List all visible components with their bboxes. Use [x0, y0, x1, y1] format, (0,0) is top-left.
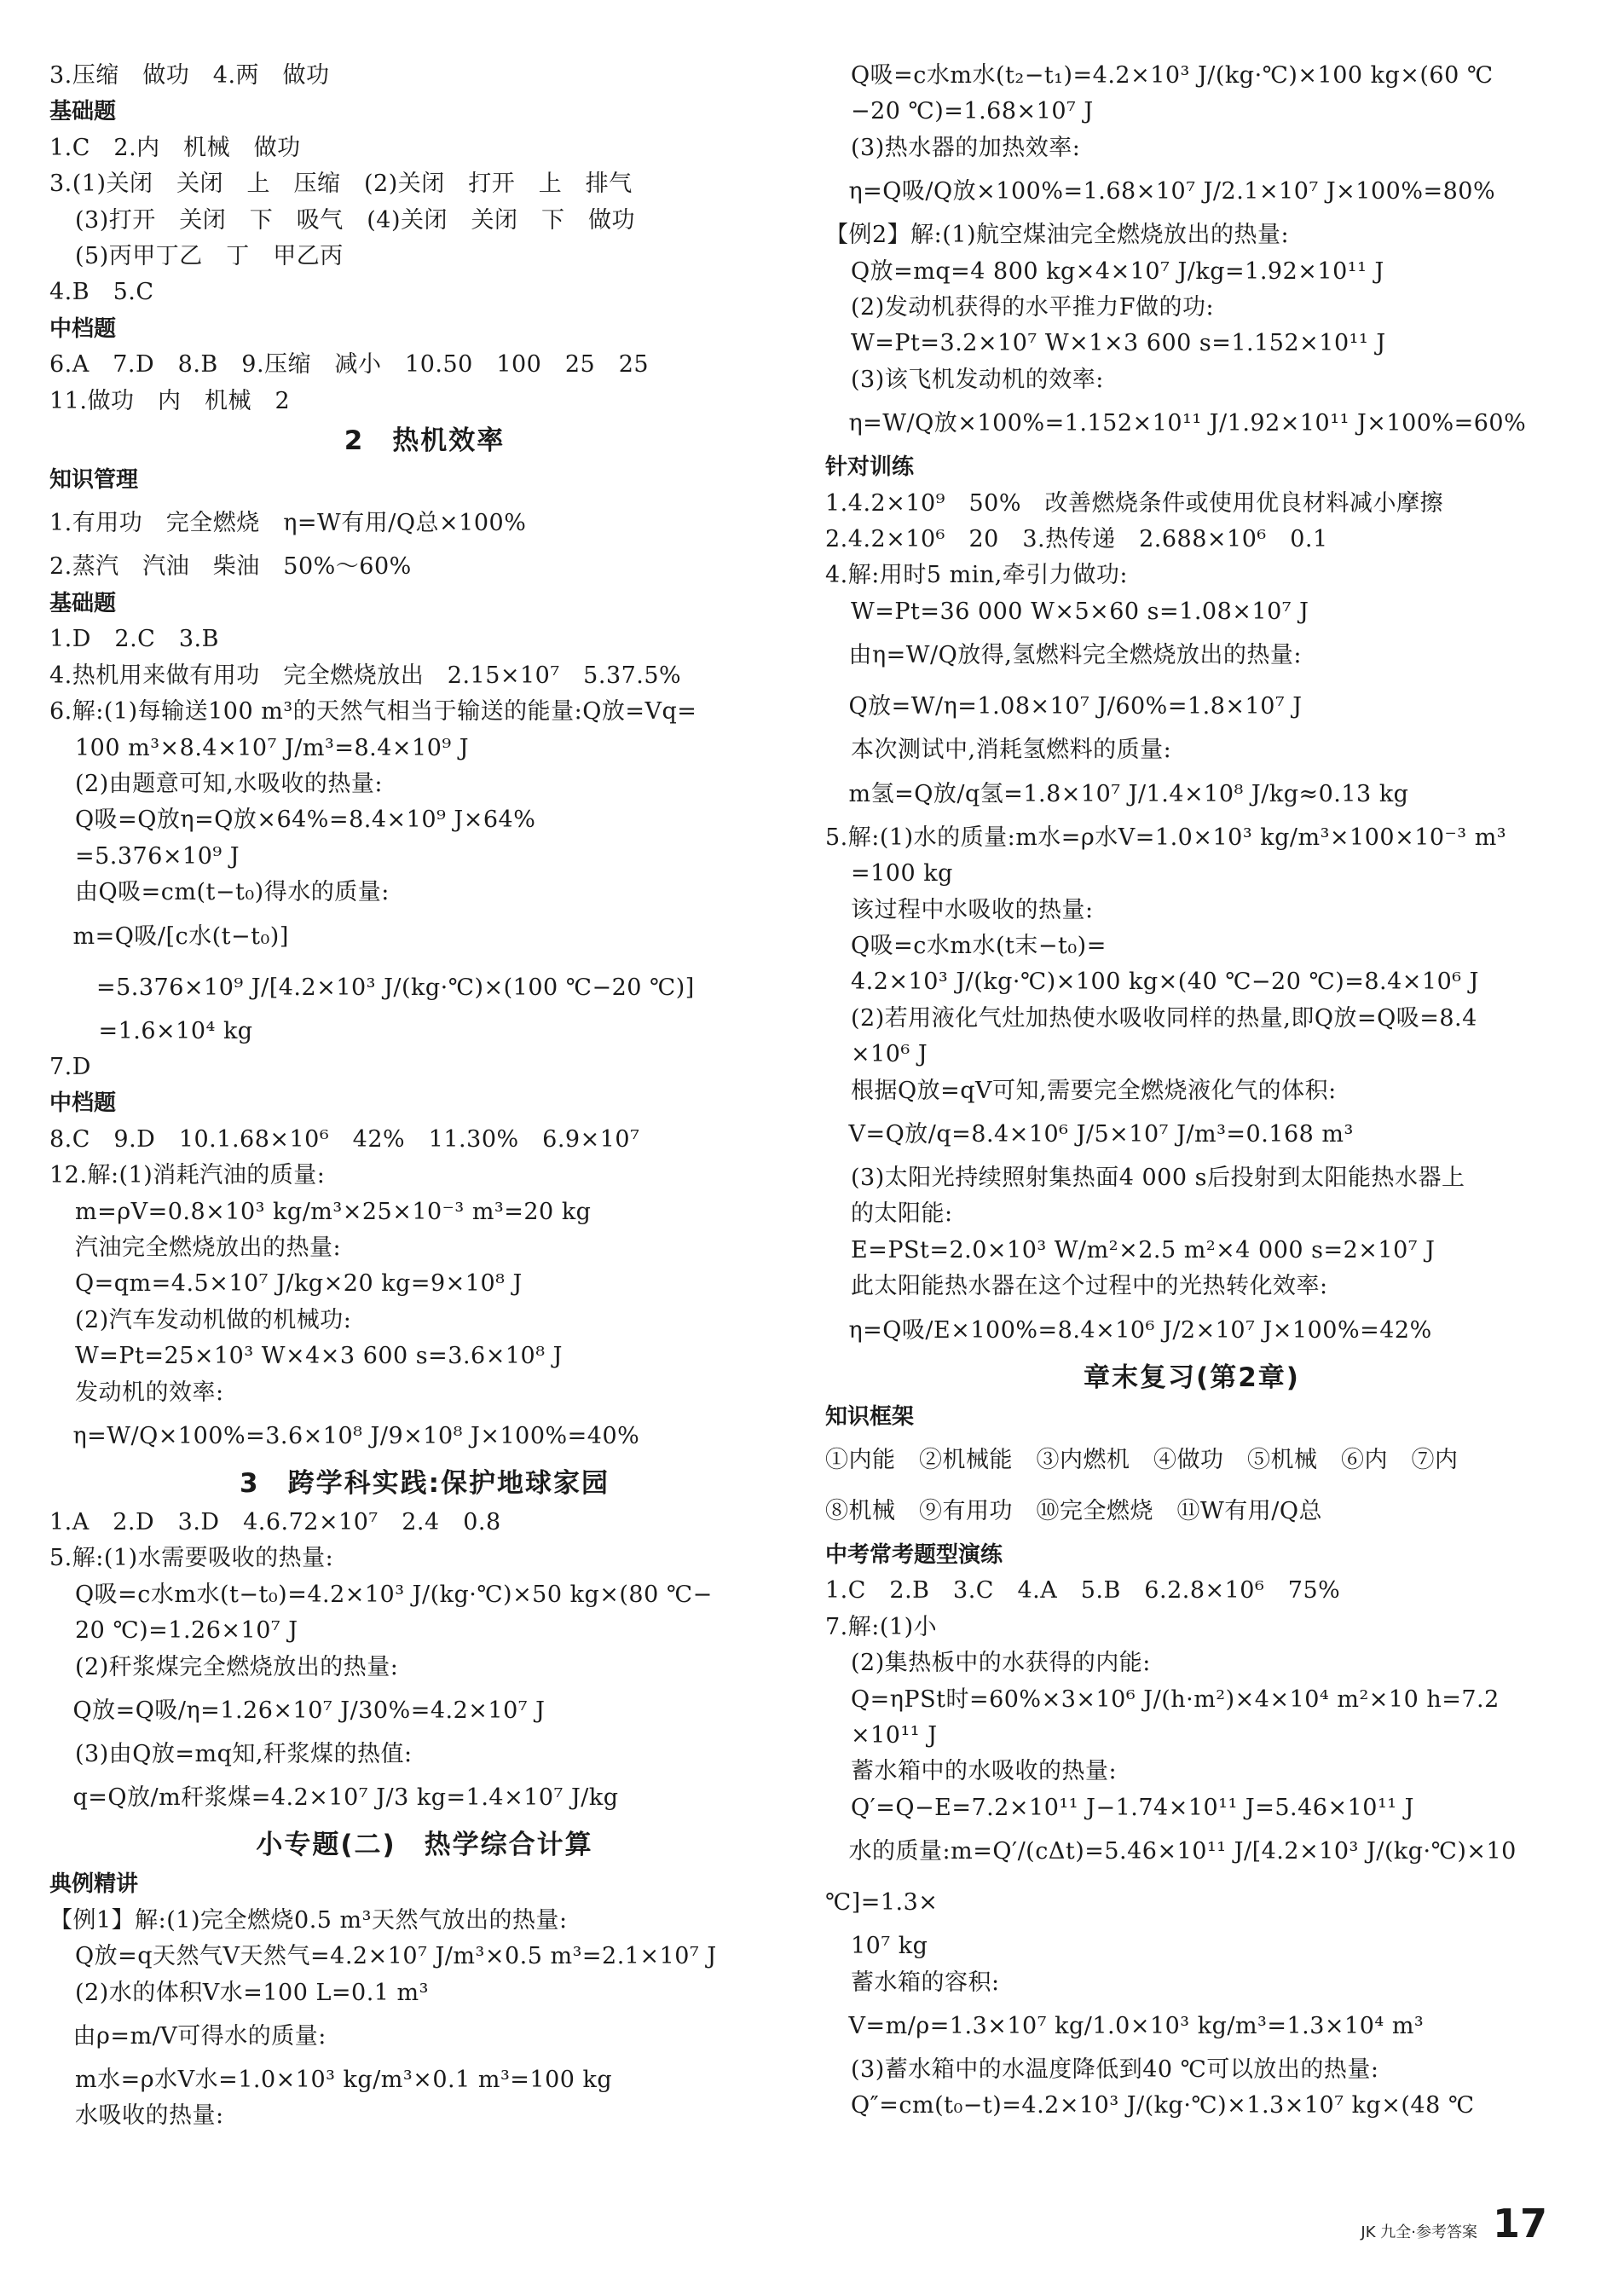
- section-subheading: 中考常考题型演练: [825, 1541, 1003, 1568]
- solution-line: (2)集热板中的水获得的内能:: [851, 1650, 1151, 1677]
- formula-line: 由η=W/Q放得,氢燃料完全燃烧放出的热量:: [825, 642, 1302, 669]
- solution-line: 的太阳能:: [851, 1200, 953, 1228]
- section-subheading: 针对训练: [825, 454, 915, 481]
- section-subheading: 基础题: [49, 590, 117, 616]
- solution-line: 由Q吸=cm(t−t₀)得水的质量:: [75, 879, 390, 906]
- solution-line: 100 m³×8.4×10⁷ J/m³=8.4×10⁹ J: [75, 734, 470, 761]
- formula-line: Q放=Q吸/η=1.26×10⁷ J/30%=4.2×10⁷ J: [49, 1697, 546, 1725]
- solution-line: 20 ℃)=1.26×10⁷ J: [75, 1617, 298, 1645]
- section-subheading: 典例精讲: [49, 1871, 139, 1898]
- answer-line: 6.解:(1)每输送100 m³的天然气相当于输送的能量:Q放=Vq=: [49, 698, 697, 726]
- formula-line: m=Q吸/[c水(t−t₀)]: [49, 922, 289, 950]
- solution-line: W=Pt=25×10³ W×4×3 600 s=3.6×10⁸ J: [75, 1343, 563, 1370]
- solution-line: 水吸收的热量:: [75, 2102, 224, 2130]
- solution-line: W=Pt=3.2×10⁷ W×1×3 600 s=1.152×10¹¹ J: [851, 330, 1386, 357]
- answer-line: 5.解:(1)水的质量:m水=ρ水V=1.0×10³ kg/m³×100×10⁻³ m³: [825, 824, 1507, 851]
- solution-line: 10⁷ kg: [851, 1933, 928, 1960]
- answer-line: 8.C 9.D 10.1.68×10⁶ 42% 11.30% 6.9×10⁷: [49, 1125, 640, 1153]
- solution-line: 根据Q放=qV可知,需要完全燃烧液化气的体积:: [851, 1077, 1337, 1104]
- page-number: 17: [1492, 2200, 1547, 2246]
- left-column: [49, 58, 800, 2135]
- solution-line: Q放=mq=4 800 kg×4×10⁷ J/kg=1.92×10¹¹ J: [851, 257, 1384, 285]
- section-title: 2 热机效率: [344, 425, 506, 457]
- solution-line: 蓄水箱中的水吸收的热量:: [851, 1758, 1118, 1785]
- formula-line: η=Q吸/E×100%=8.4×10⁶ J/2×10⁷ J×100%=42%: [825, 1316, 1432, 1344]
- answer-line: 4.B 5.C: [49, 279, 154, 306]
- answer-line: 【例1】解:(1)完全燃烧0.5 m³天然气放出的热量:: [49, 1906, 568, 1934]
- formula-line: η=Q吸/Q放×100%=1.68×10⁷ J/2.1×10⁷ J×100%=80%: [825, 178, 1496, 205]
- answer-line: 2.4.2×10⁶ 20 3.热传递 2.688×10⁶ 0.1: [825, 526, 1328, 553]
- answer-line: 4.解:用时5 min,牵引力做功:: [825, 562, 1128, 589]
- answer-line: 12.解:(1)消耗汽油的质量:: [49, 1162, 326, 1189]
- answer-line: 7.D: [49, 1053, 91, 1080]
- solution-line: (3)蓄水箱中的水温度降低到40 ℃可以放出的热量:: [851, 2056, 1379, 2084]
- solution-line: −20 ℃)=1.68×10⁷ J: [851, 98, 1094, 125]
- solution-line: (5)丙甲丁乙 丁 甲乙丙: [75, 243, 344, 270]
- right-column: [825, 58, 1558, 2125]
- solution-line: Q吸=c水m水(t₂−t₁)=4.2×10³ J/(kg·℃)×100 kg×(60 ℃: [851, 62, 1494, 89]
- solution-line: (3)该飞机发动机的效率:: [851, 366, 1104, 393]
- answer-line: 4.热机用来做有用功 完全燃烧放出 2.15×10⁷ 5.37.5%: [49, 662, 682, 689]
- solution-line: Q=qm=4.5×10⁷ J/kg×20 kg=9×10⁸ J: [75, 1270, 523, 1298]
- solution-line: Q放=q天然气V天然气=4.2×10⁷ J/m³×0.5 m³=2.1×10⁷ J: [75, 1943, 717, 1970]
- section-subheading: 中档题: [49, 315, 117, 342]
- solution-line: Q吸=c水m水(t−t₀)=4.2×10³ J/(kg·℃)×50 kg×(80 ℃−: [75, 1581, 713, 1608]
- solution-line: ×10¹¹ J: [851, 1722, 938, 1749]
- solution-line: (3)太阳光持续照射集热面4 000 s后投射到太阳能热水器上: [851, 1164, 1465, 1191]
- formula-line: Q放=W/η=1.08×10⁷ J/60%=1.8×10⁷ J: [825, 693, 1303, 720]
- answer-line: 【例2】解:(1)航空煤油完全燃烧放出的热量:: [825, 222, 1290, 249]
- solution-line: 此太阳能热水器在这个过程中的光热转化效率:: [851, 1273, 1328, 1300]
- section-title: 3 跨学科实践:保护地球家园: [240, 1468, 610, 1499]
- solution-line: 发动机的效率:: [75, 1379, 224, 1406]
- solution-line: Q′=Q−E=7.2×10¹¹ J−1.74×10¹¹ J=5.46×10¹¹ J: [851, 1794, 1414, 1821]
- answer-line: 1.4.2×10⁹ 50% 改善燃烧条件或使用优良材料减小摩擦: [825, 489, 1444, 517]
- solution-line: (3)由Q放=mq知,秆浆煤的热值:: [75, 1741, 413, 1768]
- solution-line: Q=ηPSt时=60%×3×10⁶ J/(h·m²)×4×10⁴ m²×10 h=7.2: [851, 1686, 1500, 1713]
- solution-line: (3)热水器的加热效率:: [851, 134, 1081, 161]
- solution-line: E=PSt=2.0×10³ W/m²×2.5 m²×4 000 s=2×10⁷ J: [851, 1236, 1436, 1263]
- answer-line: 1.C 2.内 机械 做功: [49, 134, 301, 161]
- solution-line: 蓄水箱的容积:: [851, 1969, 1000, 1996]
- solution-line: (2)若用液化气灶加热使水吸收同样的热量,即Q放=Q吸=8.4: [851, 1004, 1477, 1032]
- solution-line: 该过程中水吸收的热量:: [851, 896, 1094, 923]
- solution-line: 汽油完全燃烧放出的热量:: [75, 1234, 342, 1261]
- answer-line: 3.压缩 做功 4.两 做功: [49, 62, 330, 89]
- solution-line: Q吸=c水m水(t末−t₀)=: [851, 932, 1107, 959]
- answer-line: 1.D 2.C 3.B: [49, 626, 219, 653]
- section-title: 小专题(二) 热学综合计算: [256, 1830, 593, 1861]
- answer-line: 1.A 2.D 3.D 4.6.72×10⁷ 2.4 0.8: [49, 1509, 501, 1535]
- formula-line: V=Q放/q=8.4×10⁶ J/5×10⁷ J/m³=0.168 m³: [825, 1120, 1354, 1148]
- section-subheading: 中档题: [49, 1090, 117, 1117]
- formula-line: 水的质量:m=Q′/(cΔt)=5.46×10¹¹ J/[4.2×10³ J/(kg·℃)×10 ℃]=1.3×: [825, 1838, 1524, 1917]
- answer-line: 7.解:(1)小: [825, 1613, 938, 1640]
- solution-line: ×10⁶ J: [851, 1041, 928, 1068]
- solution-line: =5.376×10⁹ J: [75, 842, 240, 870]
- formula-line: =5.376×10⁹ J/[4.2×10³ J/(kg·℃)×(100 ℃−20 ℃)]: [49, 974, 695, 1001]
- answer-line: 11.做功 内 机械 2: [49, 387, 291, 414]
- solution-line: 4.2×10³ J/(kg·℃)×100 kg×(40 ℃−20 ℃)=8.4×10⁶ J: [851, 969, 1479, 996]
- formula-line: ⑧机械 ⑨有用功 ⑩完全燃烧 ⑪W有用/Q总: [825, 1497, 1322, 1524]
- solution-line: Q吸=Q放η=Q放×64%=8.4×10⁹ J×64%: [75, 807, 536, 834]
- solution-line: (2)秆浆煤完全燃烧放出的热量:: [75, 1653, 399, 1680]
- solution-line: W=Pt=36 000 W×5×60 s=1.08×10⁷ J: [851, 598, 1309, 625]
- page-footer: [1361, 2200, 1547, 2246]
- formula-line: m氢=Q放/q氢=1.8×10⁷ J/1.4×10⁸ J/kg≈0.13 kg: [825, 780, 1409, 807]
- section-subheading: 基础题: [49, 99, 117, 125]
- formula-line: 由ρ=m/V可得水的质量:: [49, 2023, 327, 2050]
- solution-line: =1.6×10⁴ kg: [75, 1017, 253, 1044]
- solution-line: =100 kg: [851, 860, 953, 888]
- formula-line: q=Q放/m秆浆煤=4.2×10⁷ J/3 kg=1.4×10⁷ J/kg: [49, 1784, 619, 1812]
- section-subheading: 知识框架: [825, 1403, 915, 1430]
- formula-line: η=W/Q放×100%=1.152×10¹¹ J/1.92×10¹¹ J×100%=60%: [825, 410, 1527, 437]
- formula-line: 1.有用功 完全燃烧 η=W有用/Q总×100%: [49, 510, 527, 537]
- solution-line: (2)发动机获得的水平推力F做的功:: [851, 294, 1215, 321]
- solution-line: m=ρV=0.8×10³ kg/m³×25×10⁻³ m³=20 kg: [75, 1198, 592, 1225]
- answer-line: 3.(1)关闭 关闭 上 压缩 (2)关闭 打开 上 排气: [49, 171, 633, 198]
- solution-line: (2)水的体积V水=100 L=0.1 m³: [75, 1979, 429, 2006]
- formula-line: η=W/Q×100%=3.6×10⁸ J/9×10⁸ J×100%=40%: [49, 1423, 640, 1449]
- solution-line: m水=ρ水V水=1.0×10³ kg/m³×0.1 m³=100 kg: [75, 2067, 613, 2094]
- solution-line: (2)由题意可知,水吸收的热量:: [75, 770, 383, 797]
- footer-label: JK 九全·参考答案: [1361, 2223, 1477, 2241]
- solution-line: Q″=cm(t₀−t)=4.2×10³ J/(kg·℃)×1.3×10⁷ kg×(48 ℃: [851, 2092, 1475, 2119]
- solution-line: (3)打开 关闭 下 吸气 (4)关闭 关闭 下 做功: [75, 206, 635, 234]
- answer-line: 1.C 2.B 3.C 4.A 5.B 6.2.8×10⁶ 75%: [825, 1577, 1341, 1605]
- solution-line: 本次测试中,消耗氢燃料的质量:: [851, 737, 1172, 764]
- section-title: 章末复习(第2章): [1084, 1362, 1300, 1393]
- solution-line: (2)汽车发动机做的机械功:: [75, 1306, 352, 1333]
- formula-line: ①内能 ②机械能 ③内燃机 ④做功 ⑤机械 ⑥内 ⑦内: [825, 1446, 1459, 1473]
- answer-line: 5.解:(1)水需要吸收的热量:: [49, 1545, 334, 1572]
- answer-line: 2.蒸汽 汽油 柴油 50%～60%: [49, 553, 412, 581]
- answer-line: 6.A 7.D 8.B 9.压缩 减小 10.50 100 25 25: [49, 351, 650, 379]
- formula-line: V=m/ρ=1.3×10⁷ kg/1.0×10³ kg/m³=1.3×10⁴ m³: [825, 2013, 1425, 2040]
- section-subheading: 知识管理: [49, 467, 139, 494]
